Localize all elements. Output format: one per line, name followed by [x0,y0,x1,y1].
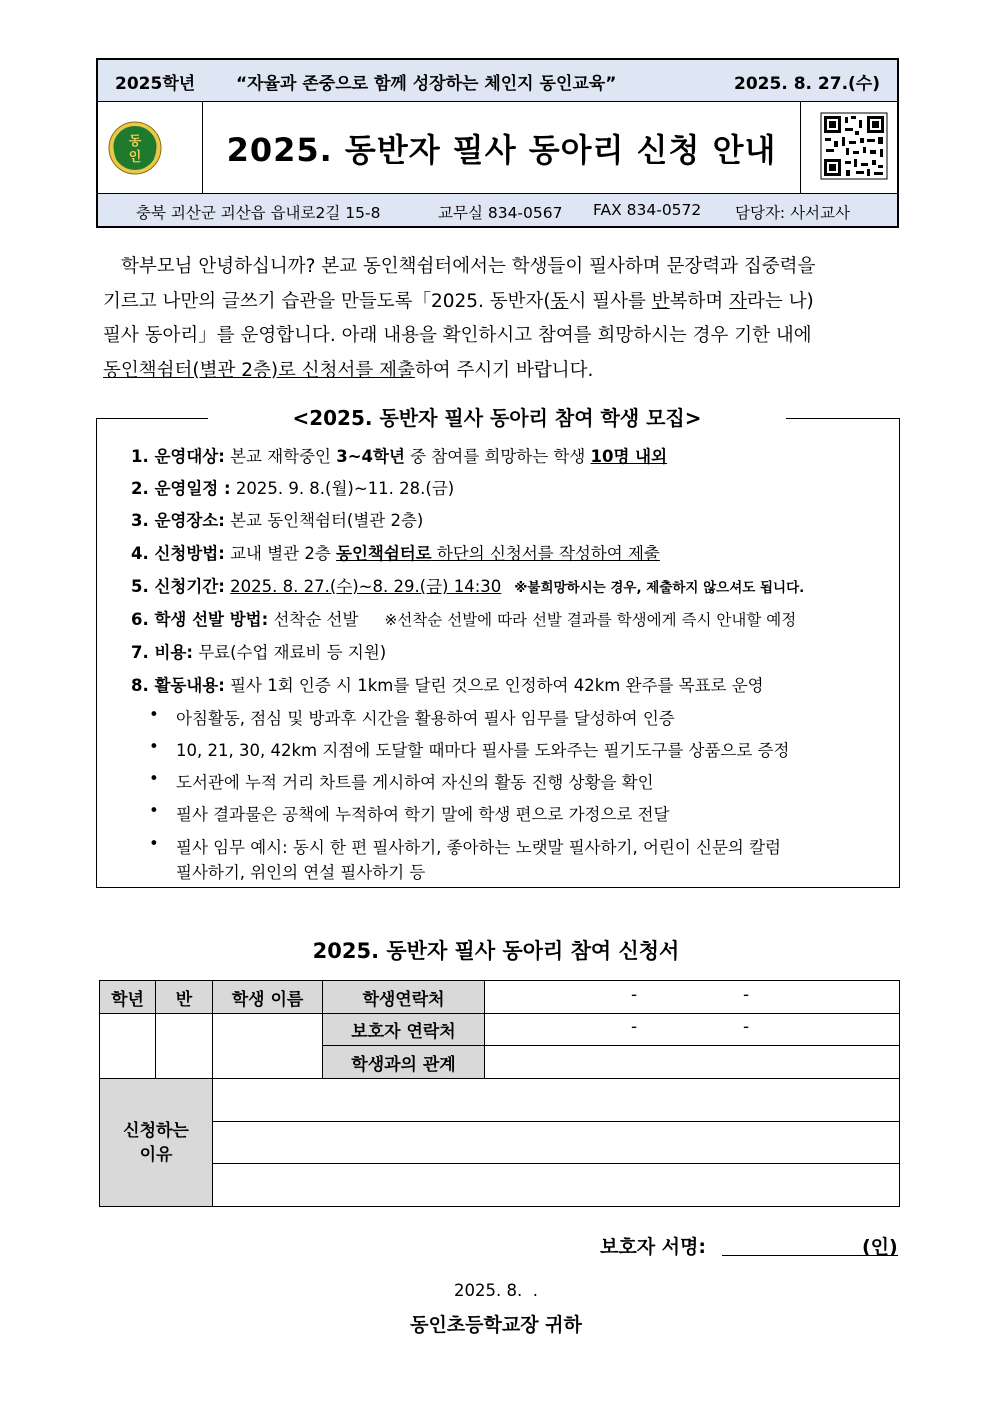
phone-separator: - [631,985,638,1005]
qr-code-icon [801,101,897,196]
box-top-border-right [786,418,900,419]
recruitment-title: <2025. 동반자 필사 동아리 참여 학생 모집> [292,406,702,430]
bullet-text: 필사 임무 예시: 동시 한 편 필사하기, 좋아하는 노랫말 필사하기, 어린이 신문의 칼럼 [176,838,781,857]
bullet-text: 10, 21, 30, 42km 지점에 도달할 때마다 필사를 도와주는 필기도구를 상품으로 증정 [176,741,790,760]
label-relation: 학생과의 관계 [323,1046,485,1079]
capacity: 10명 내외 [590,447,668,466]
submission-date: 2025. 8. . [454,1281,538,1300]
form-title: 2025. 동반자 필사 동아리 참여 신청서 [312,939,680,963]
bullet-text: 아침활동, 점심 및 방과후 시간을 활용하여 필사 임무를 달성하여 인증 [176,709,675,728]
intro-text: 라는 나) [747,290,814,312]
detail-label: 2. 운영일정 : [131,479,231,498]
detail-text: 본교 재학중인 [224,447,337,466]
acronym-letter: 반 [651,290,670,312]
phone-separator: - [743,985,750,1005]
reason-label-line: 신청하는 [123,1120,189,1141]
intro-line-2 [103,285,891,320]
office-phone: 교무실 834-0567 [438,204,563,222]
label-guardian-phone: 보호자 연락처 [323,1014,485,1046]
submission-method: 하단의 신청서를 작성하여 제출 [431,544,660,563]
detail-item-period [131,573,804,597]
application-period: 2025. 8. 27.(수)~8. 29.(금) 14:30 [230,577,502,596]
intro-paragraph [103,250,891,388]
school-logo-icon [98,101,202,196]
letterhead-title-row [98,101,897,196]
detail-label: 7. 비용: [131,643,193,662]
reason-field-line-1[interactable] [213,1079,900,1122]
detail-label: 1. 운영대상: [131,447,225,466]
period-note: ※불희망하시는 경우, 제출하지 않으셔도 됩니다. [514,580,805,596]
letterhead [96,58,899,228]
acronym-letter: 동 [550,290,569,312]
submission-place: 동인책쉼터로 [336,544,432,563]
application-form [99,980,900,1207]
letterhead-top-bar [98,60,897,102]
header-student-name: 학생 이름 [213,981,323,1014]
intro-text: 복하며 [669,290,730,312]
recipient: 동인초등학교장 귀하 [410,1314,582,1336]
detail-label: 5. 신청기간: [131,577,225,596]
contact-person: 담당자: 사서교사 [735,204,850,222]
label-student-phone: 학생연락처 [323,981,485,1014]
fax-number: FAX 834-0572 [593,201,702,219]
bullet-icon: • [149,834,159,853]
bullet-icon: • [149,769,159,788]
letterhead-contact-bar [98,193,897,226]
detail-label: 4. 신청방법: [131,544,225,563]
detail-text: 2025. 9. 8.(월)~11. 28.(금) [230,479,455,498]
student-phone-field[interactable] [485,981,900,1014]
detail-item-method [131,540,660,564]
box-top-border-left [96,418,208,419]
detail-text: 중 참여를 희망하는 학생 [404,447,591,466]
relation-field[interactable] [485,1046,900,1079]
detail-item-target [131,443,667,467]
bullet-text: 도서관에 누적 거리 차트를 게시하여 자신의 활동 진행 상황을 확인 [176,773,654,792]
svg-text:동: 동 [128,134,142,149]
detail-label: 8. 활동내용: [131,676,225,695]
bullet-text: 필사 결과물은 공책에 누적하여 학기 말에 학생 편으로 가정으로 전달 [176,805,670,824]
intro-line-3: 필사 동아리」를 운영합니다. 아래 내용을 확인하시고 참여를 희망하시는 경우 기한 내에 [103,325,812,346]
detail-text: 무료(수업 재료비 등 지원) [192,643,387,662]
logo-cell [98,101,203,196]
svg-text:인: 인 [128,150,142,165]
detail-item-selection [131,606,796,630]
detail-item-cost [131,639,386,663]
detail-text: 교내 별관 2층 [224,544,337,563]
detail-item-schedule [131,475,454,499]
detail-text: 선착순 선발 [268,610,359,629]
selection-note: ※선착순 선발에 따라 선발 결과를 학생에게 즉시 안내할 예정 [384,611,797,629]
detail-text: 필사 1회 인증 시 1km를 달린 것으로 인정하여 42km 완주를 목표로 운영 [224,676,764,695]
bullet-icon: • [149,705,159,724]
detail-label: 6. 학생 선발 방법: [131,610,269,629]
class-field[interactable] [156,1014,213,1079]
grade-range: 3~4학년 [336,447,405,466]
guardian-phone-field[interactable] [485,1014,900,1046]
detail-item-location [131,507,423,531]
detail-label: 3. 운영장소: [131,511,225,530]
detail-item-activity [131,672,764,696]
intro-text: 시 필사를 [568,290,652,312]
intro-text: 기르고 나만의 글쓰기 습관을 만들도록「2025. 동반자( [103,290,551,312]
reason-field-line-2[interactable] [213,1122,900,1164]
label-reason [100,1079,213,1207]
seal-mark: (인) [862,1236,898,1258]
phone-separator: - [743,1017,750,1037]
reason-field-line-3[interactable] [213,1164,900,1207]
school-motto: “자율과 존중으로 함께 성장하는 체인지 동인교육” [236,74,617,94]
qr-cell [800,101,897,196]
intro-text: 하여 주시기 바랍니다. [414,359,594,381]
bullet-text: 필사하기, 위인의 연설 필사하기 등 [176,863,426,882]
intro-line-4 [103,354,891,389]
header-class: 반 [156,981,213,1014]
document-title: 2025. 동반자 필사 동아리 신청 안내 [226,131,777,169]
student-name-field[interactable] [213,1014,323,1079]
guardian-signature-label: 보호자 서명: [600,1236,706,1258]
school-year: 2025학년 [115,74,196,94]
school-address: 충북 괴산군 괴산읍 읍내로2길 15-8 [136,204,381,222]
bullet-icon: • [149,801,159,820]
bullet-icon: • [149,737,159,756]
acronym-letter: 자 [729,290,748,312]
intro-line-1: 학부모님 안녕하십니까? 본교 동인책쉼터에서는 학생들이 필사하며 문장력과 집중력을 [121,256,816,277]
header-grade: 학년 [100,981,156,1014]
issue-date: 2025. 8. 27.(수) [734,74,880,94]
grade-field[interactable] [100,1014,156,1079]
reason-label-line: 이유 [139,1144,173,1165]
phone-separator: - [631,1017,638,1037]
submission-instruction: 동인책쉼터(별관 2층)로 신청서를 제출 [103,359,415,381]
detail-text: 본교 동인책쉼터(별관 2층) [224,511,424,530]
